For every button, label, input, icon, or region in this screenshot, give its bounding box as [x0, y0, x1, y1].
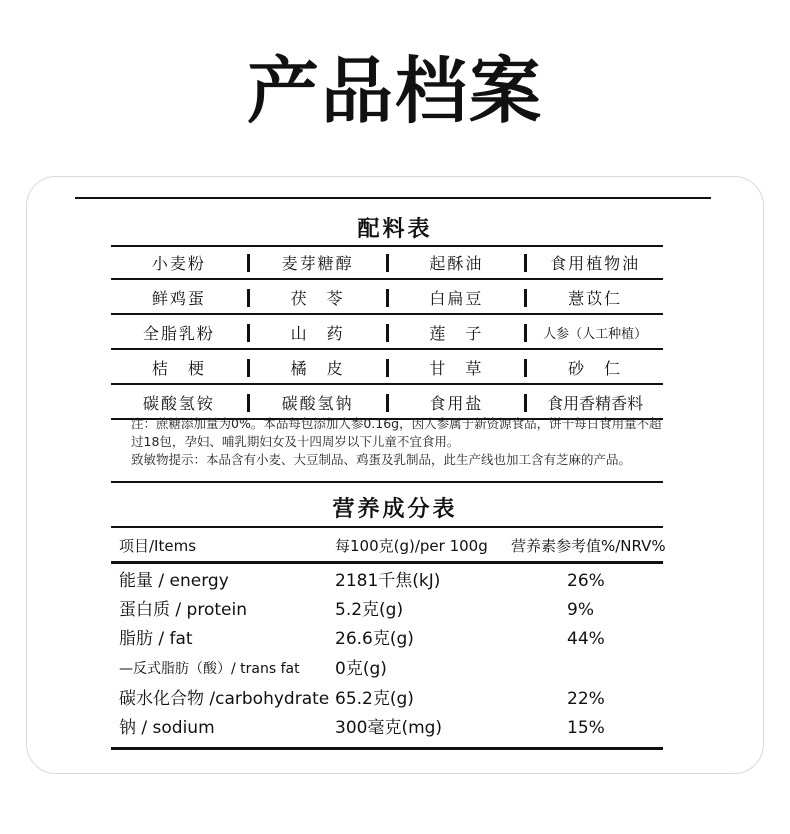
ingredient-cell: 小麦粉 [151, 254, 206, 273]
ingredient-cell: 薏苡仁 [568, 289, 623, 308]
nutrient-name: 碳水化合物 /carbohydrate [119, 689, 330, 709]
nutrition-row [111, 714, 663, 742]
header-per-100g: 每100克(g)/per 100g [335, 537, 488, 555]
ingredient-row [111, 352, 663, 385]
nutrient-name: 钠 / sodium [119, 718, 215, 738]
ingredient-row [111, 247, 663, 280]
nutrition-row [111, 567, 663, 595]
nutrition-row [111, 596, 663, 624]
nutrient-name: 脂肪 / fat [119, 629, 193, 649]
sugar-ginseng-note: 注：蔗糖添加量为0%。本品每包添加人参0.16g，因人参属于新资源食品，饼干每日食用量不超过18包，孕妇、哺乳期妇女及十四周岁以下儿童不宜食用。 [131, 416, 662, 449]
ingredient-cell: 白扁豆 [429, 289, 484, 308]
nutrition-row [111, 685, 663, 713]
nutrient-nrv: 22% [567, 689, 605, 709]
ingredient-cell: 碳酸氢铵 [142, 394, 215, 413]
allergen-note: 致敏物提示：本品含有小麦、大豆制品、鸡蛋及乳制品，此生产线也加工含有芝麻的产品。 [131, 452, 632, 467]
divider [111, 747, 663, 750]
ingredient-cell: 人参（人工种植） [543, 327, 648, 342]
nutrition-header-row [111, 532, 666, 560]
nutrient-nrv: 26% [567, 571, 605, 591]
nutrient-amount: 0克(g) [335, 659, 387, 679]
ingredient-cell: 莲 子 [429, 324, 484, 343]
ingredient-cell: 起酥油 [429, 254, 484, 273]
nutrient-amount: 300毫克(mg) [335, 718, 443, 738]
header-items: 项目/Items [119, 537, 197, 555]
ingredient-cell: 食用香精香料 [547, 394, 644, 413]
nutrient-amount: 2181千焦(kJ) [335, 571, 441, 591]
nutrition-row [111, 625, 663, 653]
ingredient-cell: 砂 仁 [568, 359, 623, 378]
divider [111, 561, 663, 564]
ingredients-table [111, 245, 663, 422]
ingredient-cell: 桔 梗 [151, 359, 206, 378]
ingredient-cell: 食用盐 [429, 394, 484, 413]
ingredient-row [111, 282, 663, 315]
ingredient-notes [131, 415, 666, 469]
ingredient-cell: 山 药 [290, 324, 345, 343]
ingredient-cell: 食用植物油 [550, 254, 641, 273]
ingredient-cell: 麦芽糖醇 [281, 254, 354, 273]
ingredient-cell: 橘 皮 [290, 359, 345, 378]
nutrition-row [111, 655, 663, 683]
nutrient-amount: 65.2克(g) [335, 689, 414, 709]
ingredient-cell: 全脂乳粉 [142, 324, 215, 343]
ingredient-cell: 碳酸氢钠 [281, 394, 354, 413]
ingredients-title: 配料表 [357, 217, 433, 242]
nutrient-nrv: 9% [567, 600, 594, 620]
ingredient-cell: 鲜鸡蛋 [151, 289, 206, 308]
nutrition-title: 营养成分表 [332, 497, 458, 522]
divider [75, 197, 711, 199]
ingredient-cell: 甘 草 [429, 359, 484, 378]
nutrient-name: 蛋白质 / protein [119, 600, 247, 620]
nutrient-amount: 26.6克(g) [335, 629, 414, 649]
page-title: 产品档案 [246, 49, 543, 133]
nutrient-nrv: 15% [567, 718, 605, 738]
nutrient-amount: 5.2克(g) [335, 600, 404, 620]
ingredient-cell: 茯 苓 [290, 289, 345, 308]
divider [111, 526, 663, 528]
nutrient-nrv: 44% [567, 629, 605, 649]
header-nrv: 营养素参考值%/NRV% [511, 537, 666, 555]
nutrient-name: 能量 / energy [119, 571, 229, 591]
ingredient-row [111, 317, 663, 350]
nutrient-name: —反式脂肪（酸）/ trans fat [119, 661, 300, 677]
divider [111, 481, 663, 483]
